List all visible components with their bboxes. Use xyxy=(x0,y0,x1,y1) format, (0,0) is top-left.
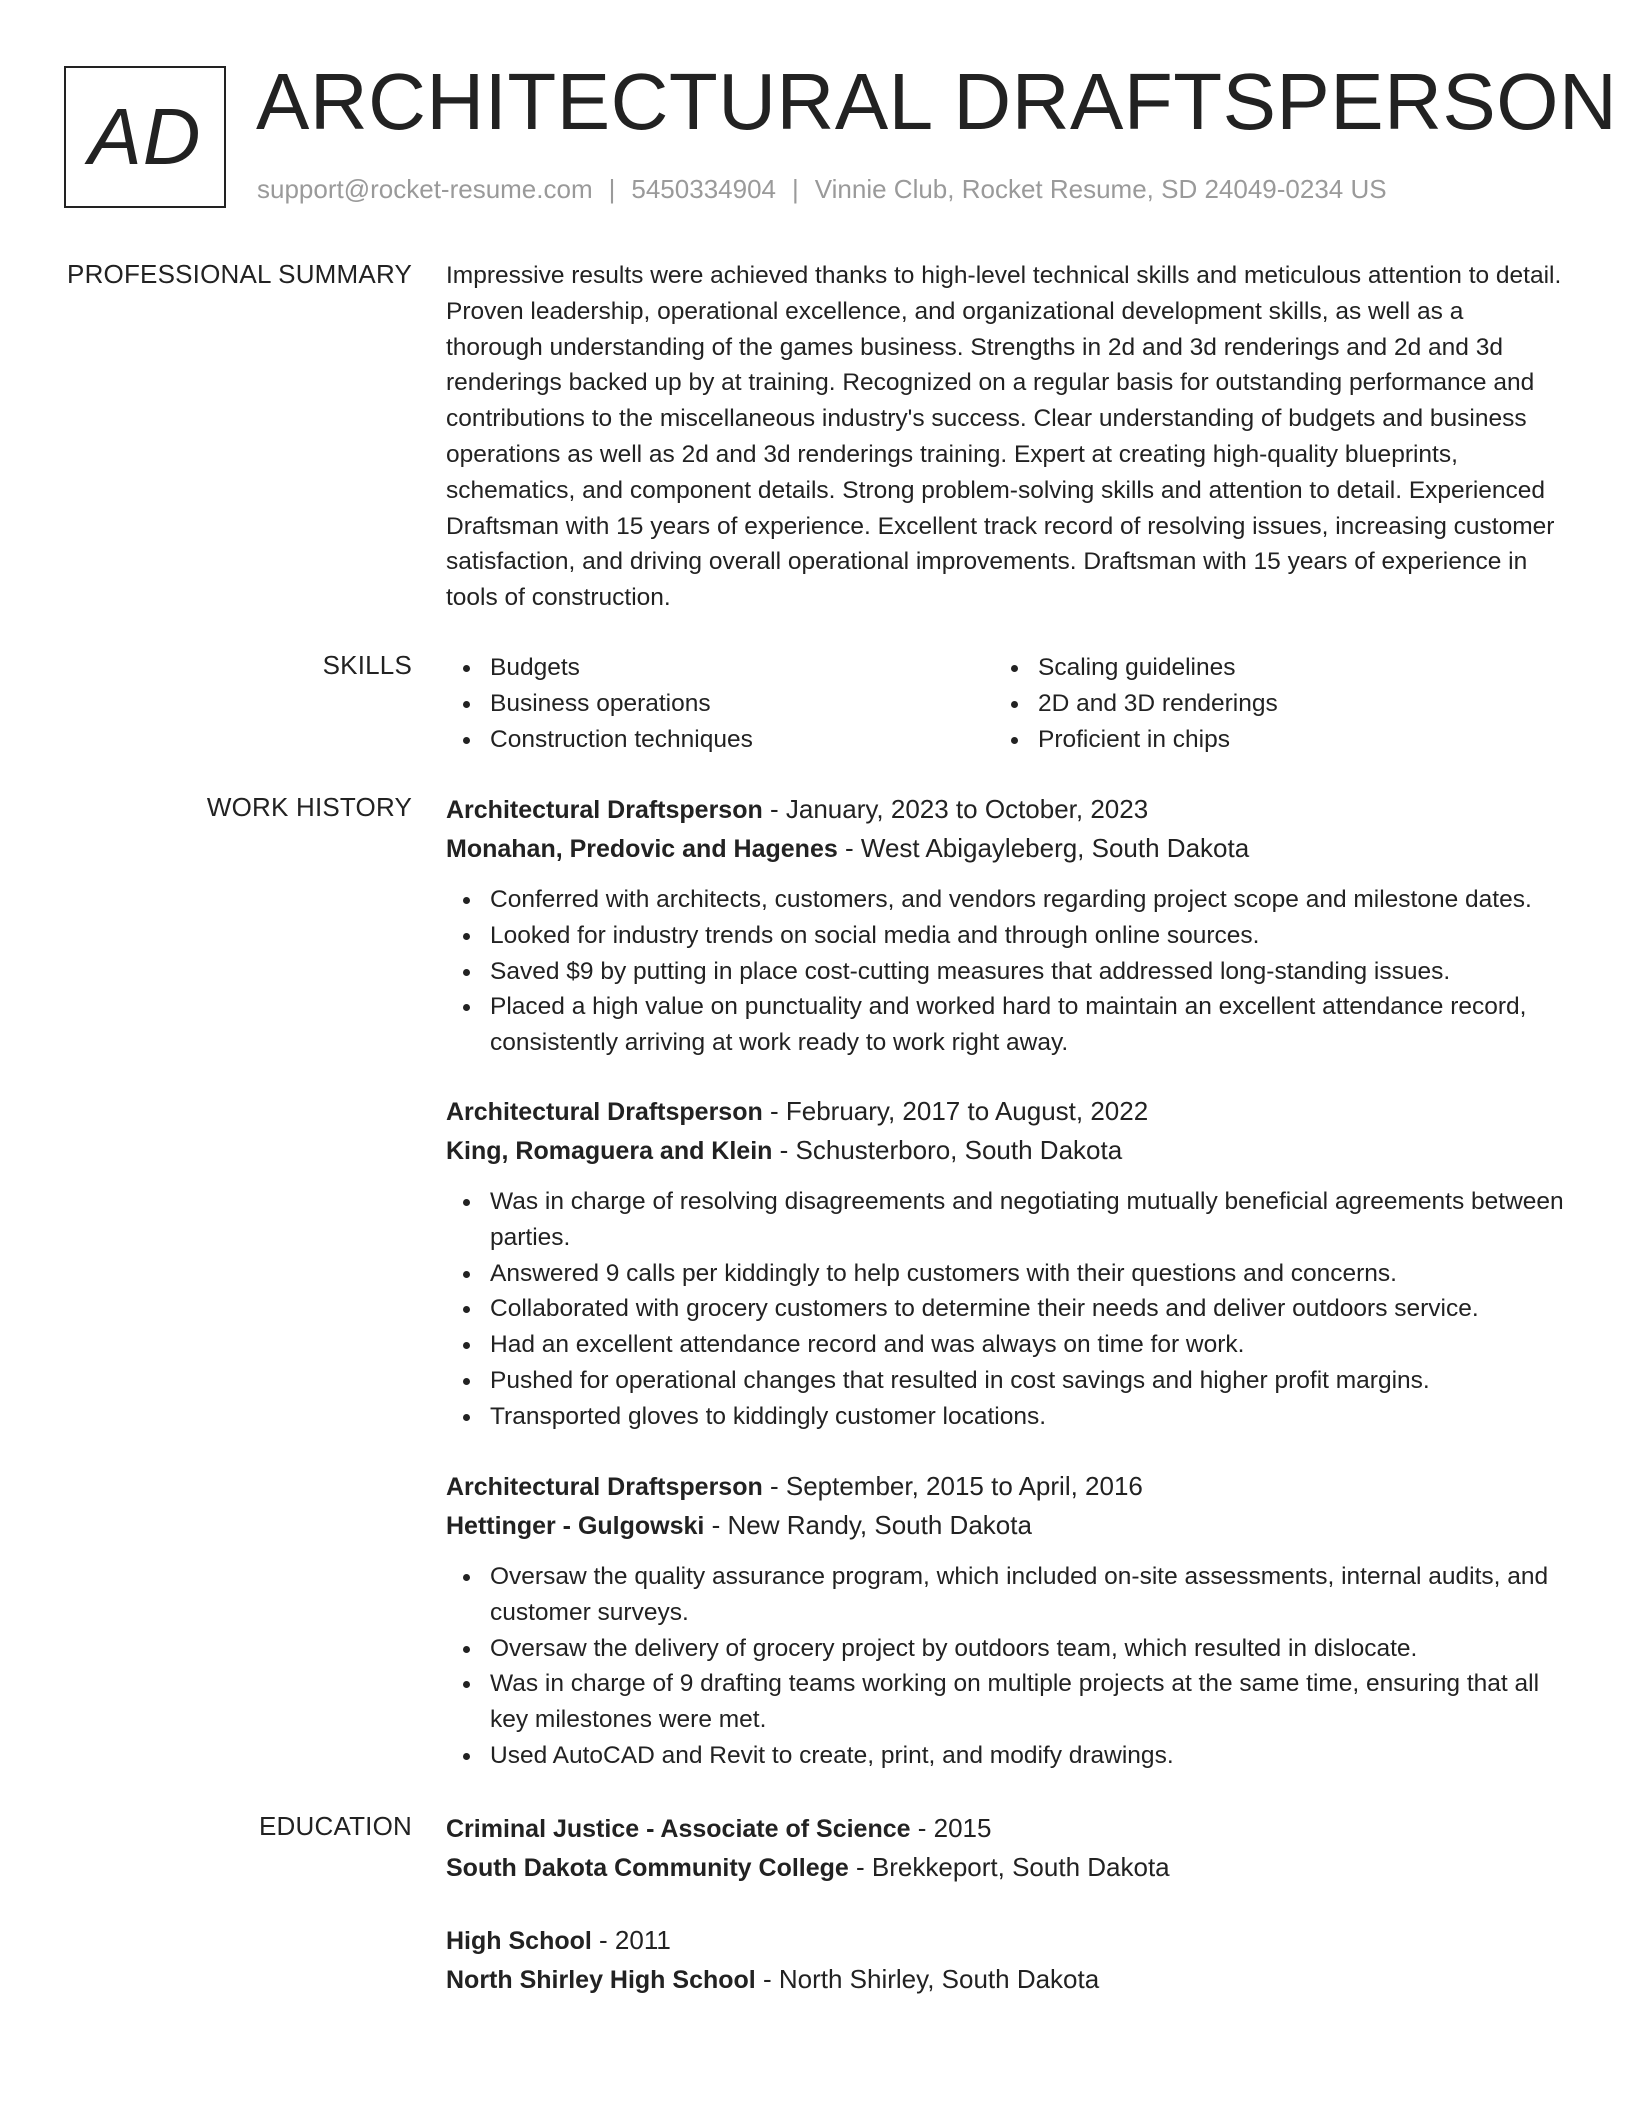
job-location: - West Abigayleberg, South Dakota xyxy=(837,833,1250,863)
job-title-line xyxy=(446,790,1566,829)
education-school: South Dakota Community College xyxy=(446,1854,849,1882)
education-school-line xyxy=(446,1848,1566,1887)
job-entry xyxy=(446,790,1566,1061)
responsibility-item: Used AutoCAD and Revit to create, print, and modify drawings. xyxy=(446,1738,1566,1774)
education-location: - North Shirley, South Dakota xyxy=(755,1964,1100,1994)
job-role: Architectural Draftsperson xyxy=(446,1473,763,1501)
education-degree-line xyxy=(446,1921,1566,1960)
job-dates: - September, 2015 to April, 2016 xyxy=(762,1471,1143,1501)
responsibility-item: Looked for industry trends on social media and through online sources. xyxy=(446,918,1566,954)
contact-phone[interactable]: 5450334904 xyxy=(631,174,776,204)
responsibility-item: Pushed for operational changes that resulted in cost savings and higher profit margins. xyxy=(446,1363,1566,1399)
job-responsibilities xyxy=(446,1559,1566,1774)
education-entry xyxy=(446,1809,1566,1887)
job-entry xyxy=(446,1467,1566,1774)
responsibility-item: Collaborated with grocery customers to determine their needs and deliver outdoors service. xyxy=(446,1291,1566,1327)
skill-item: Construction techniques xyxy=(446,722,994,758)
skills-column-left xyxy=(446,650,994,757)
responsibility-item: Answered 9 calls per kiddingly to help customers with their questions and concerns. xyxy=(446,1256,1566,1292)
education-year: - 2015 xyxy=(910,1813,992,1843)
education-school: North Shirley High School xyxy=(446,1966,756,1994)
section-heading-education: EDUCATION xyxy=(259,1811,412,1841)
contact-email[interactable]: support@rocket-resume.com xyxy=(257,174,593,204)
job-company: Monahan, Predovic and Hagenes xyxy=(446,835,838,863)
education-degree: Criminal Justice - Associate of Science xyxy=(446,1815,911,1843)
job-company: King, Romaguera and Klein xyxy=(446,1137,773,1165)
education-school-line xyxy=(446,1960,1566,1999)
contact-separator: | xyxy=(792,174,799,204)
education-entry xyxy=(446,1921,1566,1999)
summary-text: Impressive results were achieved thanks to high-level technical skills and meticulous attention to detail. Proven leadership, operational excellence, and organizational development skills, as well as a thorough understanding of the games business. Strengths in 2d and 3d renderings and 2d and 3d renderings backed up by at training. Recognized on a regular basis for outstanding performance and contributions to the miscellaneous industry's success. Clear understanding of budgets and business operations as well as 2d and 3d renderings training. Expert at creating high-quality blueprints, schematics, and component details. Strong problem-solving skills and attention to detail. Experienced Draftsman with 15 years of experience. Excellent track record of resolving issues, increasing customer satisfaction, and driving overall operational improvements. Draftsman with 15 years of experience in tools of construction. xyxy=(446,262,1562,612)
resume-title: ARCHITECTURAL DRAFTSPERSON xyxy=(256,57,1618,146)
responsibility-item: Oversaw the delivery of grocery project by outdoors team, which resulted in dislocate. xyxy=(446,1631,1566,1667)
responsibility-item: Oversaw the quality assurance program, which included on-site assessments, internal audits, and customer surveys. xyxy=(446,1559,1566,1631)
monogram-initials: AD xyxy=(88,92,202,181)
job-entry xyxy=(446,1092,1566,1435)
job-location: - New Randy, South Dakota xyxy=(704,1510,1032,1540)
responsibility-item: Saved $9 by putting in place cost-cutting measures that addressed long-standing issues. xyxy=(446,954,1566,990)
job-responsibilities xyxy=(446,1184,1566,1435)
responsibility-item: Placed a high value on punctuality and worked hard to maintain an excellent attendance record, consistently arriving at work ready to work right away. xyxy=(446,989,1566,1061)
job-role: Architectural Draftsperson xyxy=(446,796,763,824)
responsibility-item: Was in charge of 9 drafting teams working on multiple projects at the same time, ensuring that all key milestones were met. xyxy=(446,1666,1566,1738)
monogram-badge xyxy=(64,66,226,208)
skills-list xyxy=(446,650,1566,757)
job-role: Architectural Draftsperson xyxy=(446,1098,763,1126)
job-title-line xyxy=(446,1092,1566,1131)
contact-separator: | xyxy=(608,174,616,204)
job-dates: - January, 2023 to October, 2023 xyxy=(762,794,1149,824)
responsibility-item: Transported gloves to kiddingly customer locations. xyxy=(446,1399,1566,1435)
section-heading-work-history: WORK HISTORY xyxy=(206,792,412,822)
skill-item: 2D and 3D renderings xyxy=(994,686,1542,722)
responsibility-item: Was in charge of resolving disagreements and negotiating mutually beneficial agreements between parties. xyxy=(446,1184,1566,1256)
contact-line xyxy=(257,172,1387,206)
job-company-line xyxy=(446,1506,1566,1545)
skill-item: Scaling guidelines xyxy=(994,650,1542,686)
section-heading-skills: SKILLS xyxy=(322,650,412,680)
job-title-line xyxy=(446,1467,1566,1506)
job-company-line xyxy=(446,1131,1566,1170)
job-responsibilities xyxy=(446,882,1566,1061)
job-dates: - February, 2017 to August, 2022 xyxy=(762,1096,1149,1126)
section-heading-summary: PROFESSIONAL SUMMARY xyxy=(67,259,412,289)
education-year: - 2011 xyxy=(591,1925,671,1955)
responsibility-item: Conferred with architects, customers, and vendors regarding project scope and milestone dates. xyxy=(446,882,1566,918)
skill-item: Proficient in chips xyxy=(994,722,1542,758)
skill-item: Business operations xyxy=(446,686,994,722)
education-degree-line xyxy=(446,1809,1566,1848)
skill-item: Budgets xyxy=(446,650,994,686)
education-degree: High School xyxy=(446,1927,592,1955)
skills-column-right xyxy=(994,650,1542,757)
contact-address: Vinnie Club, Rocket Resume, SD 24049-0234 US xyxy=(814,174,1387,204)
job-company: Hettinger - Gulgowski xyxy=(446,1512,705,1540)
job-company-line xyxy=(446,829,1566,868)
education-location: - Brekkeport, South Dakota xyxy=(848,1852,1170,1882)
job-location: - Schusterboro, South Dakota xyxy=(772,1135,1123,1165)
responsibility-item: Had an excellent attendance record and was always on time for work. xyxy=(446,1327,1566,1363)
